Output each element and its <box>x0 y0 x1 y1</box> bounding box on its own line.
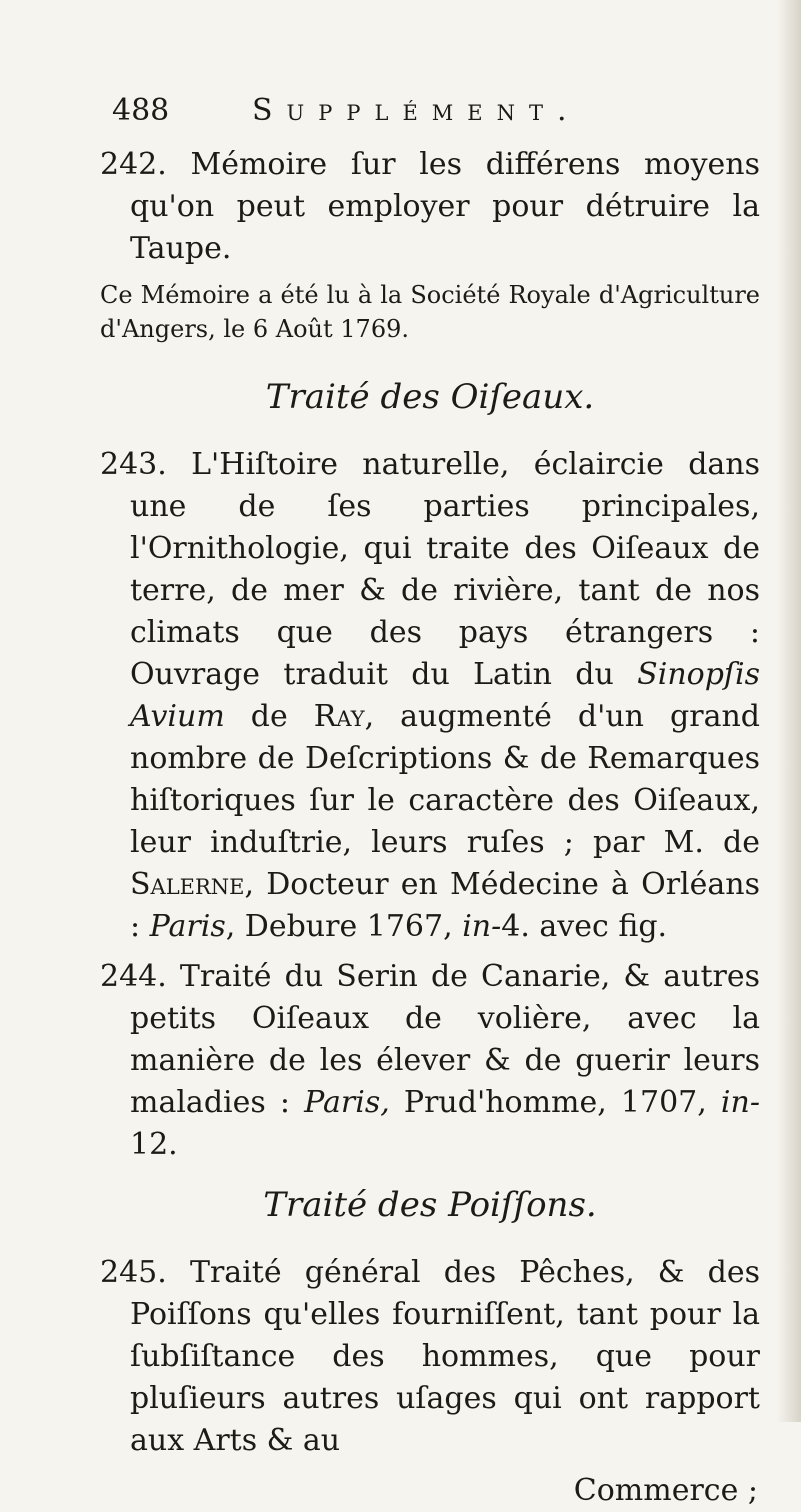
entry-number: 244. <box>100 959 167 994</box>
entry-text: L'Hiſtoire naturelle, éclaircie dans une de ſes parties principales, l'Ornithologie, qui traite des Oiſeaux de terre, de mer & de rivière, tant de nos climats que des pays étrangers : Ouvrage traduit du Latin du <box>130 447 760 692</box>
entry-text: Prud'homme, 1707, <box>403 1085 707 1120</box>
entry-text: , augmenté d'un grand nombre de Deſcriptions & de Remarques hiſtoriques ſur le caractère des Oiſeaux, leur induſtrie, leurs ruſes ; par M. de <box>130 699 760 860</box>
section-heading-fish: Traité des Poiſſons. <box>263 1185 597 1225</box>
format-italic: in- <box>720 1085 760 1120</box>
entry-number: 245. <box>100 1255 167 1290</box>
entry-243 <box>100 444 760 948</box>
place-italic: Paris <box>149 909 226 944</box>
entry-242 <box>100 144 760 270</box>
entry-number: 243. <box>100 447 167 482</box>
entry-number: 242. <box>100 147 167 182</box>
entry-text: de <box>250 699 288 734</box>
section-heading-birds: Traité des Oiſeaux. <box>265 377 595 417</box>
book-page <box>100 90 760 1512</box>
entry-text: , Debure 1767, <box>225 909 453 944</box>
entry-242-note: Ce Mémoire a été lu à la Société Royale d'Agriculture d'Angers, le 6 Août 1769. <box>100 281 760 343</box>
place-italic: Paris, <box>304 1085 390 1120</box>
running-title: Supplément. <box>252 93 581 128</box>
catchword: Commerce ; <box>573 1473 758 1508</box>
entry-244 <box>100 956 760 1166</box>
page-edge-shadow <box>777 0 801 1422</box>
entry-text: Mémoire ſur les différens moyens qu'on peut employer pour détruire la Taupe. <box>130 147 760 266</box>
entry-title-italic: Sinopſis Avium <box>130 657 760 734</box>
page-number: 488 <box>112 93 170 128</box>
author-name: Salerne <box>130 867 245 902</box>
entry-text: 4. avec fig. <box>501 909 668 944</box>
entry-text: Traité général des Pêches, & des Poiſſons qu'elles fourniſſent, tant pour la ſubſiſtance des hommes, que pour pluſieurs autres uſages qui ont rapport aux Arts & au <box>130 1255 760 1458</box>
entry-text: , Docteur en Médecine à Orléans : <box>130 867 760 944</box>
entry-text: Traité du Serin de Canarie, & autres petits Oiſeaux de volière, avec la manière de les élever & de guerir leurs maladies : <box>130 959 760 1120</box>
entry-text: 12. <box>130 1127 178 1162</box>
author-name: Ray <box>313 699 365 734</box>
format-italic: in- <box>462 909 502 944</box>
running-header <box>100 90 760 130</box>
entry-245 <box>100 1252 760 1462</box>
